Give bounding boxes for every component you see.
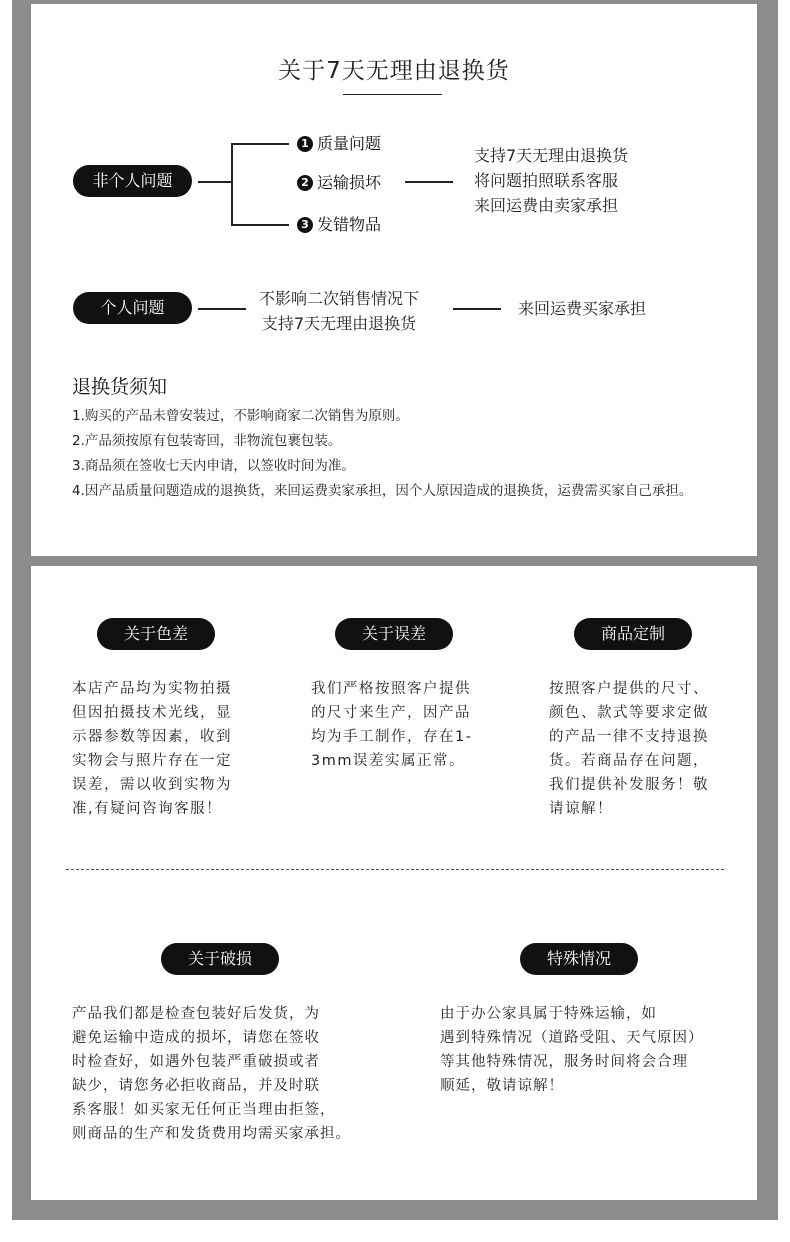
note-item: 4.因产品质量问题造成的退换货，来回运费卖家承担，因个人原因造成的退换货，运费需买家自己承担。: [72, 483, 693, 499]
reason-text: 质量问题: [317, 134, 382, 153]
text-line: 由于办公家具属于特殊运输，如: [440, 1006, 657, 1022]
page-title: 关于7天无理由退换货: [278, 58, 510, 84]
non-personal-badge: 非个人问题: [73, 165, 192, 197]
notes-list: [72, 404, 692, 504]
text-line: 我们提供补发服务！敬: [549, 777, 709, 793]
text-line: 我们严格按照客户提供: [311, 681, 471, 697]
text-line: 颜色、款式等要求定做: [549, 705, 709, 721]
result-line: 将问题拍照联系客服: [474, 171, 619, 190]
color-diff-text: [72, 677, 232, 821]
text-line: 系客服！如买家无任何正当理由拒签，: [72, 1102, 336, 1118]
arrow-line: [453, 308, 501, 310]
text-line: 请谅解！: [549, 801, 613, 817]
note-item: 2.产品须按原有包装寄回，非物流包裹包装。: [72, 433, 342, 449]
damage-badge: 关于破损: [161, 943, 279, 975]
connector-line: [198, 181, 232, 183]
bracket-line: [231, 143, 289, 145]
condition-line: 不影响二次销售情况下: [259, 289, 420, 308]
text-line: 均为手工制作，存在1-: [311, 729, 473, 745]
reason-item: [297, 134, 381, 154]
text-line: 货。若商品存在问题，: [549, 753, 709, 769]
text-line: 等其他特殊情况，服务时间将会合理: [440, 1054, 688, 1070]
text-line: 3mm误差实属正常。: [311, 753, 465, 769]
bracket-line: [231, 224, 289, 226]
personal-condition: [259, 286, 419, 336]
result-line: 来回运费由卖家承担: [474, 196, 619, 215]
text-line: 实物会与照片存在一定: [72, 753, 232, 769]
text-line: 本店产品均为实物拍摄: [72, 681, 232, 697]
custom-badge: 商品定制: [574, 618, 692, 650]
custom-text: [549, 677, 709, 821]
text-line: 准,有疑问咨询客服！: [72, 801, 223, 817]
personal-result: 来回运费买家承担: [518, 299, 647, 318]
personal-badge: 个人问题: [73, 292, 192, 324]
text-line: 但因拍摄技术光线，显: [72, 705, 232, 721]
damage-text: [72, 1002, 351, 1146]
special-text: [440, 1002, 704, 1098]
text-line: 误差，需以收到实物为: [72, 777, 232, 793]
bracket-line: [231, 143, 233, 225]
reason-item: [297, 215, 381, 235]
text-line: 则商品的生产和发货费用均需买家承担。: [72, 1126, 351, 1142]
special-badge: 特殊情况: [520, 943, 638, 975]
text-line: 缺少，请您务必拒收商品，并及时联: [72, 1078, 320, 1094]
return-policy-panel: [31, 4, 757, 556]
text-line: 时检查好，如遇外包装严重破损或者: [72, 1054, 320, 1070]
dashed-divider: [66, 869, 724, 870]
title-underline: [343, 94, 442, 95]
number-badge-icon: 1: [297, 136, 313, 152]
note-item: 1.购买的产品未曾安装过，不影响商家二次销售为原则。: [72, 408, 409, 424]
notes-title: 退换货须知: [72, 376, 168, 398]
text-line: 示器参数等因素，收到: [72, 729, 232, 745]
text-line: 的产品一律不支持退换: [549, 729, 709, 745]
text-line: 避免运输中造成的损坏，请您在签收: [72, 1030, 320, 1046]
result-line: 支持7天无理由退换货: [474, 146, 629, 165]
text-line: 按照客户提供的尺寸、: [549, 681, 709, 697]
condition-line: 支持7天无理由退换货: [261, 314, 417, 333]
number-badge-icon: 3: [297, 217, 313, 233]
number-badge-icon: 2: [297, 175, 313, 191]
text-line: 遇到特殊情况（道路受阻、天气原因）: [440, 1030, 704, 1046]
non-personal-result: [474, 143, 628, 218]
text-line: 的尺寸来生产，因产品: [311, 705, 471, 721]
size-error-badge: 关于误差: [335, 618, 453, 650]
connector-line: [198, 308, 246, 310]
arrow-line: [405, 181, 453, 183]
info-panel: [31, 566, 757, 1200]
reason-text: 发错物品: [317, 215, 382, 234]
text-line: 产品我们都是检查包装好后发货，为: [72, 1006, 320, 1022]
text-line: 顺延，敬请谅解！: [440, 1078, 564, 1094]
note-item: 3.商品须在签收七天内申请，以签收时间为准。: [72, 458, 355, 474]
color-diff-badge: 关于色差: [97, 618, 215, 650]
reason-item: [297, 173, 381, 193]
reason-text: 运输损坏: [317, 173, 382, 192]
size-error-text: [311, 677, 472, 773]
